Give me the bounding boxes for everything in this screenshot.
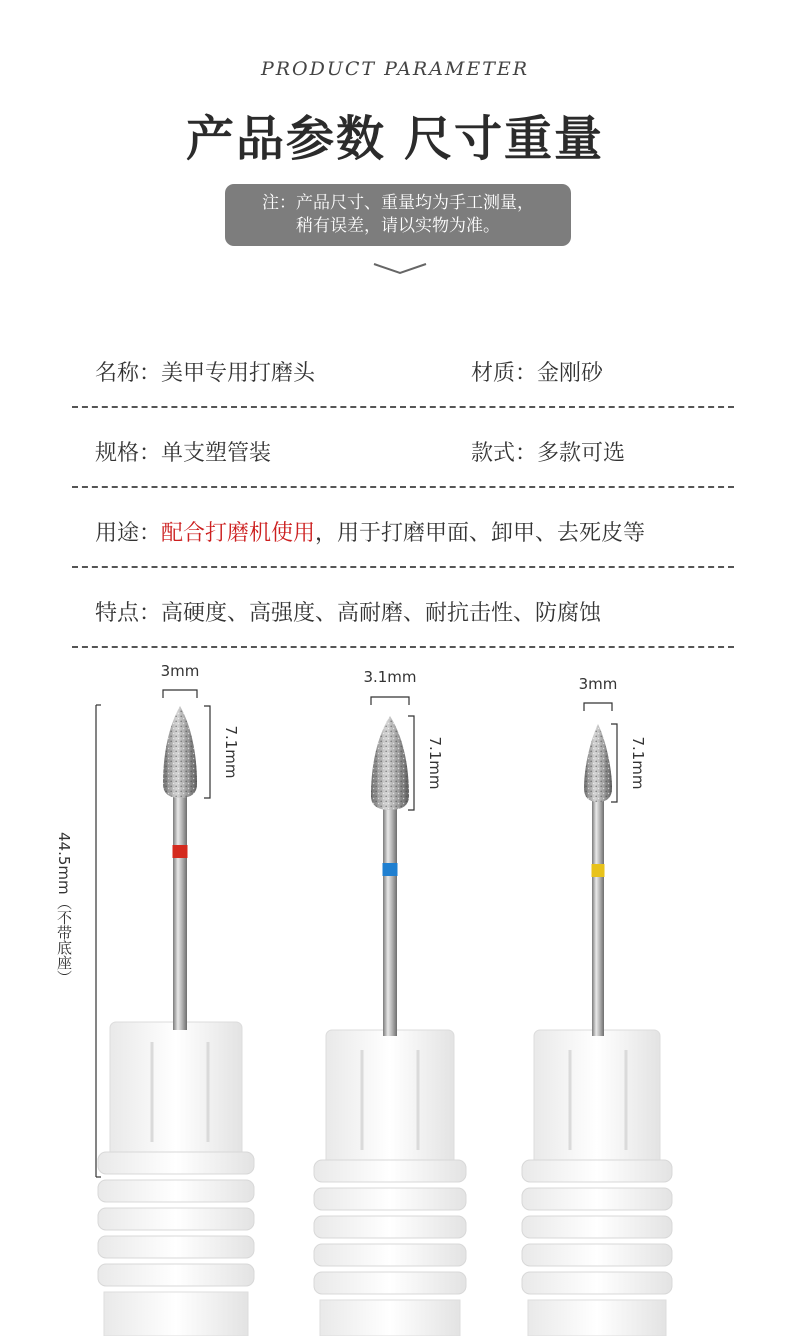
bit-3 (522, 675, 672, 1336)
spec-label: 规格： (95, 441, 162, 466)
head-width-label: 3mm (578, 675, 618, 693)
section-subtitle: PRODUCT PARAMETER (260, 58, 530, 80)
holder-bottom (320, 1300, 460, 1336)
style-label: 款式： (471, 441, 538, 466)
holder-rib (522, 1244, 672, 1266)
holder-rib (98, 1152, 254, 1174)
holder-rib (98, 1236, 254, 1258)
holder-rib (314, 1272, 466, 1294)
holder-rib (98, 1208, 254, 1230)
name-value: 美甲专用打磨头 (161, 361, 316, 386)
holder-bottom (528, 1300, 666, 1336)
holder-rib (314, 1160, 466, 1182)
length-bracket (611, 724, 617, 802)
head-width-label: 3mm (160, 662, 200, 680)
color-band (173, 845, 188, 858)
spec-value: 单支塑管装 (161, 441, 272, 466)
feature-value: 高硬度、高强度、高耐磨、耐抗击性、防腐蚀 (161, 601, 602, 626)
bit-shaft (592, 798, 604, 1036)
diamond-grit (163, 706, 197, 798)
use-highlight: 配合打磨机使用 (161, 521, 316, 546)
color-band (383, 863, 398, 876)
color-band (592, 864, 605, 877)
title-part-params: 产品参数 (185, 111, 386, 167)
head-length-label: 7.1mm (426, 736, 444, 790)
use-label: 用途： (95, 521, 162, 546)
holder-rib (98, 1180, 254, 1202)
style-value: 多款可选 (537, 441, 626, 466)
head-length-label: 7.1mm (629, 736, 647, 790)
length-bracket (204, 706, 210, 798)
bit-shaft (173, 794, 187, 1030)
name-label: 名称： (95, 361, 162, 386)
holder-rib (98, 1264, 254, 1286)
holder-bottom (104, 1292, 248, 1336)
holder-rib (522, 1188, 672, 1210)
bit-2 (314, 668, 466, 1336)
title-part-size: 尺寸重量 (404, 111, 605, 167)
width-bracket (371, 697, 409, 705)
holder-rib (522, 1272, 672, 1294)
note-line-2: 稍有误差，请以实物为准。 (296, 216, 500, 236)
holder-rib (314, 1188, 466, 1210)
note-line-1: 注：产品尺寸、重量均为手工测量， (262, 193, 534, 213)
head-width-label: 3.1mm (363, 668, 417, 686)
width-bracket (163, 690, 197, 698)
holder-base-upper (110, 1022, 242, 1162)
holder-rib (522, 1160, 672, 1182)
feature-label: 特点： (95, 601, 162, 626)
diamond-grit (584, 724, 612, 802)
bit-shaft (383, 806, 397, 1036)
total-length-label: 44.5mm（不带底座） (55, 832, 73, 985)
holder-rib (314, 1244, 466, 1266)
holder-rib (522, 1216, 672, 1238)
material-label: 材质： (471, 361, 538, 386)
material-value: 金刚砂 (537, 361, 604, 386)
head-length-label: 7.1mm (222, 725, 240, 779)
holder-base-upper (534, 1030, 660, 1170)
diamond-grit (371, 716, 409, 810)
bit-1 (98, 662, 254, 1336)
holder-rib (314, 1216, 466, 1238)
holder-base-upper (326, 1030, 454, 1170)
use-description: ，用于打磨甲面、卸甲、去死皮等 (315, 521, 646, 546)
width-bracket (584, 703, 612, 711)
